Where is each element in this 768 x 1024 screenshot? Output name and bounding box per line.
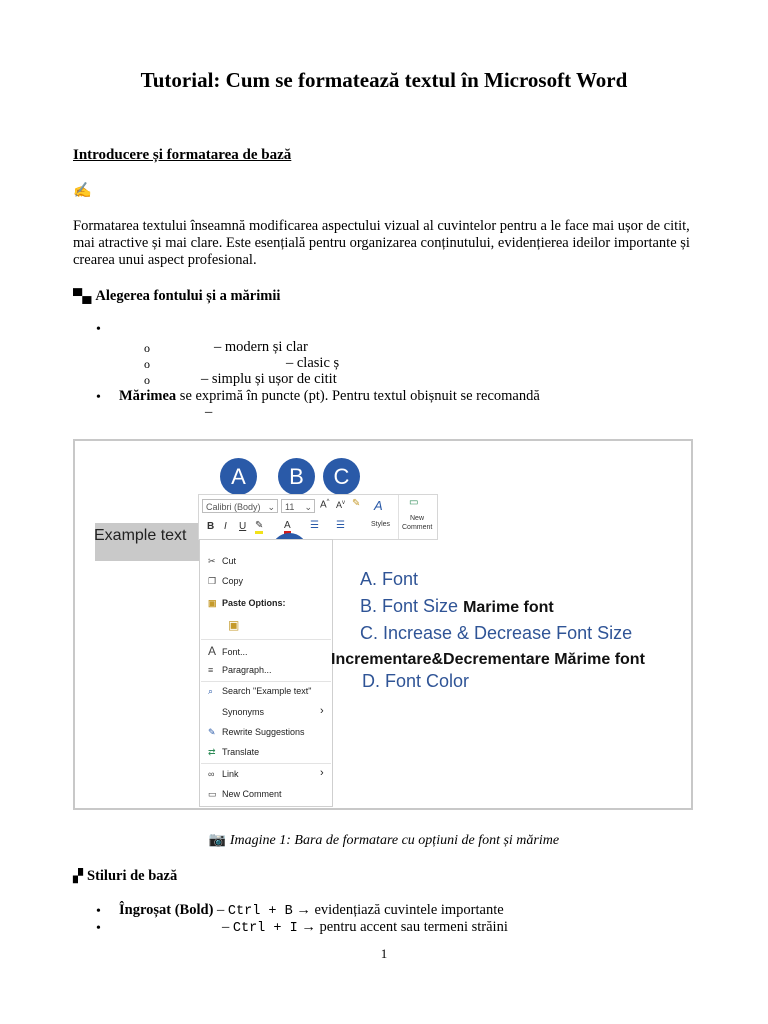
paragraph-icon: ≡ bbox=[208, 665, 214, 675]
badge-c: C bbox=[323, 458, 360, 495]
legend-a: A. Font bbox=[360, 569, 419, 589]
camera-icon: 📷 bbox=[208, 833, 230, 848]
link-icon: ∞ bbox=[208, 769, 215, 779]
menu-divider bbox=[201, 639, 331, 640]
copy-icon: ❐ bbox=[208, 576, 217, 586]
sub-bullet: o bbox=[144, 373, 150, 387]
paste-keep-formatting-icon[interactable]: ▣ bbox=[228, 618, 240, 632]
sub-item-classic: – clasic ș bbox=[286, 355, 340, 371]
sub-bullet: o bbox=[144, 357, 150, 371]
sub-bullet: o bbox=[144, 341, 150, 355]
styles-icon: ▞ bbox=[73, 868, 83, 883]
legend-c-ro: Incrementare&Decrementare Mărime font bbox=[331, 651, 645, 668]
figure-caption: 📷 Imagine 1: Bara de formatare cu opțiuni de font și mărime bbox=[208, 833, 560, 848]
chevron-right-icon: › bbox=[320, 767, 324, 779]
clipboard-icon: ▣ bbox=[208, 598, 217, 608]
chevron-down-icon: ⌄ bbox=[267, 502, 275, 512]
tools-icon: ▀▄ bbox=[73, 288, 92, 303]
size-dash: – bbox=[205, 404, 213, 420]
menu-divider bbox=[201, 763, 331, 764]
menu-search[interactable]: ⌕ Search "Example text" bbox=[208, 686, 312, 696]
menu-synonyms[interactable]: Synonyms bbox=[222, 707, 265, 717]
legend-c: C. Increase & Decrease Font Size bbox=[360, 623, 633, 643]
bold-style-line: Îngroșat (Bold) – Ctrl + B → evidențiază cuvintele importante bbox=[119, 902, 504, 919]
italic-style-line: – Ctrl + I → pentru accent sau termeni străini bbox=[222, 919, 508, 936]
menu-translate[interactable]: ⇄ Translate bbox=[208, 747, 260, 757]
figure-screenshot bbox=[73, 439, 693, 810]
bullet: • bbox=[96, 390, 101, 405]
italic-icon[interactable]: I bbox=[224, 521, 227, 532]
font-name-field[interactable]: Calibri (Body) ⌄ bbox=[202, 499, 278, 513]
styles-label: Styles bbox=[371, 521, 391, 528]
format-painter-icon[interactable]: ✎ bbox=[352, 498, 361, 509]
bullet: • bbox=[96, 904, 101, 919]
translate-icon: ⇄ bbox=[208, 747, 216, 757]
menu-rewrite[interactable]: ✎ Rewrite Suggestions bbox=[208, 727, 305, 737]
menu-paragraph[interactable]: ≡ Paragraph... bbox=[208, 665, 272, 675]
numbering-icon[interactable]: ☰ bbox=[336, 520, 345, 531]
styles-icon[interactable]: A bbox=[374, 498, 383, 513]
new-comment-icon[interactable]: ▭ bbox=[409, 497, 419, 508]
intro-paragraph: Formatarea textului înseamnă modificarea aspectului vizual al cuvintelor pentru a le face mai ușor de citit, mai atractive și mai clare. Este esențială pentru organizarea conținutului, evidențierea ideilor importante și crearea unui aspect profesional. bbox=[73, 218, 690, 268]
menu-link[interactable]: ∞ Link bbox=[208, 769, 239, 779]
context-menu bbox=[199, 539, 333, 807]
font-section-heading: ▀▄ Alegerea fontului și a mărimii bbox=[73, 288, 281, 304]
new-comment-label-2: Comment bbox=[402, 524, 433, 531]
bullets-icon[interactable]: ☰ bbox=[310, 520, 319, 531]
document-title: Tutorial: Cum se formatează textul în Microsoft Word bbox=[140, 68, 628, 92]
toolbar-divider bbox=[398, 495, 399, 539]
scissors-icon: ✂ bbox=[208, 556, 216, 566]
menu-paste-options: ▣ Paste Options: bbox=[208, 598, 286, 608]
search-icon: ⌕ bbox=[208, 686, 214, 696]
bullet: • bbox=[96, 322, 101, 337]
bold-icon[interactable]: B bbox=[207, 521, 215, 532]
new-comment-label-1: New bbox=[410, 515, 425, 522]
bullet: • bbox=[96, 921, 101, 936]
sub-item-modern: – modern și clar bbox=[214, 339, 308, 355]
example-text: Example text bbox=[95, 523, 213, 561]
mini-toolbar bbox=[198, 494, 438, 540]
page-number: 1 bbox=[380, 946, 388, 961]
badge-b: B bbox=[278, 458, 315, 495]
font-size-field[interactable]: 11 ⌄ bbox=[281, 499, 315, 513]
menu-divider bbox=[201, 681, 331, 682]
intro-heading: Introducere și formatarea de bază bbox=[73, 147, 292, 163]
legend-d: D. Font Color bbox=[362, 671, 470, 691]
shrink-font-icon[interactable]: $A^v$ bbox=[336, 500, 346, 510]
comment-icon: ▭ bbox=[208, 789, 217, 799]
styles-section-heading: ▞ Stiluri de bază bbox=[73, 868, 178, 884]
grow-font-icon[interactable]: A^ bbox=[320, 499, 330, 511]
writing-hand-icon: ✍ bbox=[73, 183, 92, 199]
size-line: Mărimea se exprimă în puncte (pt). Pentru textul obișnuit se recomandă bbox=[119, 388, 540, 404]
badge-a: A bbox=[220, 458, 257, 495]
font-color-icon[interactable]: A bbox=[284, 520, 291, 534]
chevron-right-icon: › bbox=[320, 705, 324, 717]
menu-copy[interactable]: ❐ Copy bbox=[208, 576, 244, 586]
menu-cut[interactable]: ✂ Cut bbox=[208, 556, 237, 566]
menu-new-comment[interactable]: ▭ New Comment bbox=[208, 789, 282, 799]
font-icon: A bbox=[208, 644, 217, 658]
menu-font[interactable]: A Font... bbox=[208, 644, 248, 658]
highlight-icon[interactable]: ✎ bbox=[255, 520, 263, 534]
underline-icon[interactable]: U bbox=[239, 521, 247, 532]
rewrite-icon: ✎ bbox=[208, 727, 216, 737]
chevron-down-icon: ⌄ bbox=[304, 502, 312, 512]
legend-b: B. Font Size Marime font bbox=[360, 596, 554, 616]
sub-item-simple: – simplu și ușor de citit bbox=[201, 371, 337, 387]
